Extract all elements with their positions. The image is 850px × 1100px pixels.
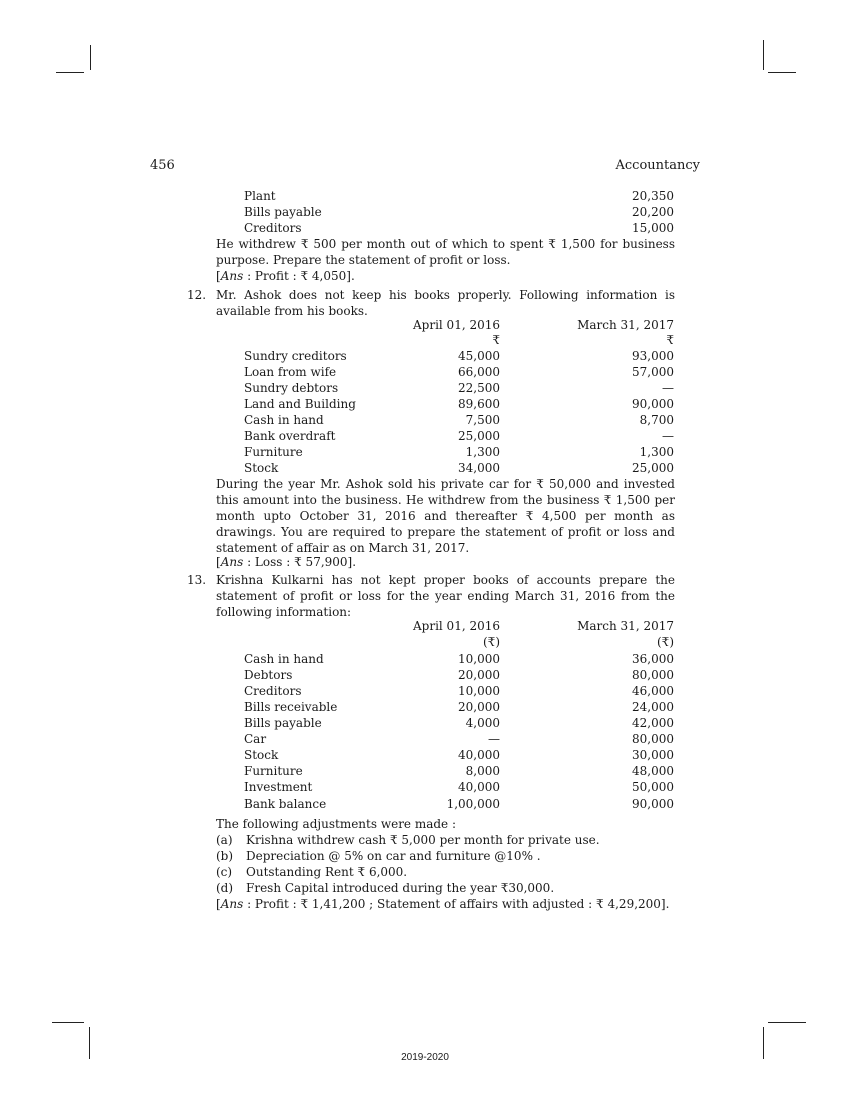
cell: 1,300 <box>639 445 674 459</box>
cell: 40,000 <box>458 780 500 794</box>
row-label: Car <box>244 732 267 746</box>
cell: 10,000 <box>458 652 500 666</box>
cell: 66,000 <box>458 365 500 379</box>
table-row <box>0 428 850 444</box>
item-letter: (b) <box>216 849 234 863</box>
cell: 25,000 <box>458 429 500 443</box>
table-row <box>0 348 850 364</box>
list-item <box>0 188 850 204</box>
cell: 57,000 <box>632 365 674 379</box>
answer: [Ans : Profit : ₹ 4,050]. <box>216 269 355 283</box>
column-header: April 01, 2016 <box>412 318 500 332</box>
table-row <box>0 460 850 476</box>
cell: 34,000 <box>458 461 500 475</box>
cell: 46,000 <box>632 684 674 698</box>
table-row <box>0 699 850 715</box>
cell: 8,000 <box>465 764 500 778</box>
answer: [Ans : Loss : ₹ 57,900]. <box>216 555 357 569</box>
cell: — <box>662 381 674 395</box>
list-item <box>0 204 850 220</box>
paragraph: During the year Mr. Ashok sold his private car for ₹ 50,000 and invested this amount into the business. He withdrew from the business ₹ 1,500 per month upto October 31, 2016 and thereafter ₹ 4,500 per month as drawings. You are required to prepare the statement of profit or loss and statement of affair as on March 31, 2017. <box>216 477 675 555</box>
table-row <box>0 747 850 763</box>
item-text: Depreciation @ 5% on car and furniture @10% . <box>246 849 541 863</box>
cell: 25,000 <box>632 461 674 475</box>
question-text: Krishna Kulkarni has not kept proper books of accounts prepare the statement of profit or loss for the year ending March 31, 2016 from the following information: <box>216 573 675 619</box>
cell: 20,000 <box>458 668 500 682</box>
row-label: Sundry creditors <box>244 349 347 363</box>
row-label: Creditors <box>244 684 302 698</box>
footer-year: 2019-2020 <box>401 1052 449 1063</box>
cell: 90,000 <box>632 397 674 411</box>
row-label: Debtors <box>244 668 293 682</box>
item-letter: (c) <box>216 865 233 879</box>
currency-label: (₹) <box>657 635 674 649</box>
list-item <box>0 832 850 848</box>
item-text: Outstanding Rent ₹ 6,000. <box>246 865 408 879</box>
cell: 80,000 <box>632 668 674 682</box>
row-label: Sundry debtors <box>244 381 339 395</box>
item-label: Creditors <box>244 221 302 235</box>
cell: — <box>662 429 674 443</box>
row-label: Loan from wife <box>244 365 337 379</box>
cell: 30,000 <box>632 748 674 762</box>
table-row <box>0 683 850 699</box>
table-header <box>0 634 850 650</box>
cell: 50,000 <box>632 780 674 794</box>
paragraph: He withdrew ₹ 500 per month out of which to spent ₹ 1,500 for business purpose. Prepare the statement of profit or loss. <box>216 237 675 267</box>
table-row <box>0 380 850 396</box>
crop-mark <box>52 1022 84 1023</box>
item-value: 15,000 <box>632 221 674 235</box>
column-header: April 01, 2016 <box>412 619 500 633</box>
adjustments-intro: The following adjustments were made : <box>216 817 457 831</box>
item-text: Krishna withdrew cash ₹ 5,000 per month for private use. <box>246 833 600 847</box>
item-letter: (a) <box>216 833 233 847</box>
table-row <box>0 396 850 412</box>
row-label: Furniture <box>244 445 303 459</box>
question-text: Mr. Ashok does not keep his books properly. Following information is available from his books. <box>216 288 675 318</box>
currency-label: ₹ <box>492 333 500 347</box>
cell: 1,00,000 <box>446 797 500 811</box>
row-label: Stock <box>244 461 279 475</box>
cell: 20,000 <box>458 700 500 714</box>
list-item <box>0 220 850 236</box>
row-label: Cash in hand <box>244 652 324 666</box>
row-label: Bills payable <box>244 716 322 730</box>
page-title: Accountancy <box>615 158 700 173</box>
table-header <box>0 332 850 348</box>
cell: 90,000 <box>632 797 674 811</box>
row-label: Bills receivable <box>244 700 338 714</box>
crop-mark <box>768 1022 806 1023</box>
table-row <box>0 731 850 747</box>
row-label: Bank balance <box>244 797 327 811</box>
table-header <box>0 618 850 634</box>
table-row <box>0 667 850 683</box>
cell: 4,000 <box>465 716 500 730</box>
row-label: Furniture <box>244 764 303 778</box>
cell: 24,000 <box>632 700 674 714</box>
crop-mark <box>763 40 764 70</box>
crop-mark <box>56 72 84 73</box>
item-text: Fresh Capital introduced during the year ₹30,000. <box>246 881 555 895</box>
cell: 8,700 <box>639 413 674 427</box>
table-row <box>0 715 850 731</box>
cell: 22,500 <box>458 381 500 395</box>
question-number: 12. <box>187 288 207 302</box>
table-row <box>0 412 850 428</box>
table-row <box>0 779 850 795</box>
row-label: Stock <box>244 748 279 762</box>
currency-label: (₹) <box>483 635 500 649</box>
currency-label: ₹ <box>666 333 674 347</box>
cell: 36,000 <box>632 652 674 666</box>
item-letter: (d) <box>216 881 234 895</box>
list-item <box>0 848 850 864</box>
question-number: 13. <box>187 573 207 587</box>
table-row <box>0 364 850 380</box>
row-label: Land and Building <box>244 397 356 411</box>
cell: 7,500 <box>465 413 500 427</box>
table-row <box>0 651 850 667</box>
cell: 93,000 <box>632 349 674 363</box>
column-header: March 31, 2017 <box>577 619 674 633</box>
item-label: Bills payable <box>244 205 322 219</box>
table-row <box>0 796 850 812</box>
cell: 40,000 <box>458 748 500 762</box>
crop-mark <box>768 72 796 73</box>
cell: 42,000 <box>632 716 674 730</box>
list-item <box>0 880 850 896</box>
page-number: 456 <box>150 158 175 173</box>
table-header <box>0 317 850 333</box>
column-header: March 31, 2017 <box>577 318 674 332</box>
row-label: Investment <box>244 780 313 794</box>
item-label: Plant <box>244 189 276 203</box>
table-row <box>0 444 850 460</box>
cell: 89,600 <box>458 397 500 411</box>
list-item <box>0 864 850 880</box>
cell: 1,300 <box>465 445 500 459</box>
cell: 80,000 <box>632 732 674 746</box>
cell: 10,000 <box>458 684 500 698</box>
row-label: Cash in hand <box>244 413 324 427</box>
crop-mark <box>90 45 91 70</box>
row-label: Bank overdraft <box>244 429 336 443</box>
cell: 45,000 <box>458 349 500 363</box>
cell: 48,000 <box>632 764 674 778</box>
item-value: 20,200 <box>632 205 674 219</box>
table-row <box>0 763 850 779</box>
answer: [Ans : Profit : ₹ 1,41,200 ; Statement of affairs with adjusted : ₹ 4,29,200]. <box>216 897 670 911</box>
cell: — <box>488 732 500 746</box>
item-value: 20,350 <box>632 189 674 203</box>
